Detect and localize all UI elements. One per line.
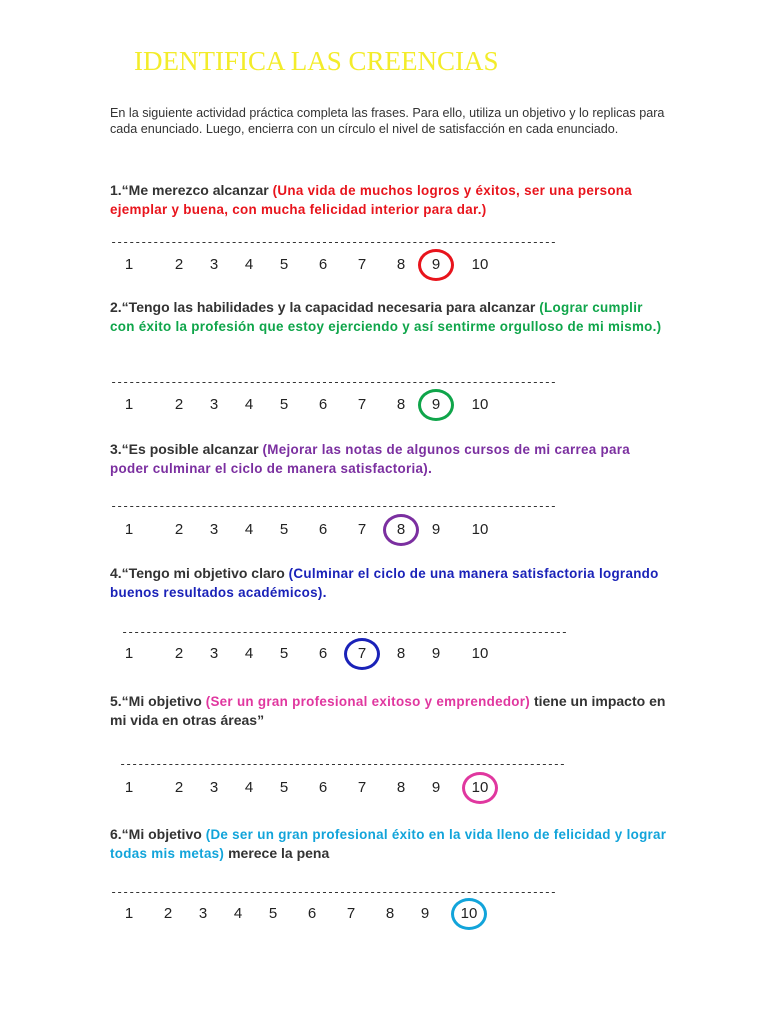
scale-number[interactable]: 2 <box>174 396 184 413</box>
goal-phrase: (Ser un gran profesional exitoso y emprendedor) <box>205 694 531 709</box>
scale-number[interactable]: 6 <box>318 779 328 796</box>
scale-number[interactable]: 4 <box>244 779 254 796</box>
selected-level-circle <box>462 772 498 804</box>
scale-number[interactable]: 9 <box>420 905 430 922</box>
selected-level-circle <box>383 514 419 546</box>
page-title: IDENTIFICA LAS CREENCIAS <box>134 46 499 76</box>
answer-line: -------------------------------------------------------------------------- <box>110 885 556 899</box>
scale-number[interactable]: 6 <box>307 905 317 922</box>
goal-phrase: (Lograr cumplir con éxito la profesión que estoy ejerciendo y así sentirme orgulloso de mi mismo.) <box>110 300 662 334</box>
scale-number[interactable]: 1 <box>124 256 134 273</box>
scale-number[interactable]: 1 <box>124 396 134 413</box>
question-text: 1.“Me merezco alcanzar <box>110 182 273 198</box>
question-1 <box>110 181 670 219</box>
scale-number[interactable]: 7 <box>357 779 367 796</box>
scale-number[interactable]: 3 <box>209 396 219 413</box>
scale-number[interactable]: 3 <box>209 779 219 796</box>
scale-number[interactable]: 7 <box>357 645 367 662</box>
scale-number[interactable]: 8 <box>396 521 406 538</box>
instructions-paragraph: En la siguiente actividad práctica completa las frases. Para ello, utiliza un objetivo y lo replicas para cada enunciado. Luego, encierra con un círculo el nivel de satisfacción en cada enunciado. <box>110 106 665 136</box>
scale-number[interactable]: 4 <box>244 521 254 538</box>
answer-line: -------------------------------------------------------------------------- <box>110 375 556 389</box>
scale-number[interactable]: 5 <box>268 905 278 922</box>
scale-number[interactable]: 2 <box>174 256 184 273</box>
question-suffix: . <box>322 584 327 600</box>
scale-number[interactable]: 7 <box>346 905 356 922</box>
scale-number[interactable]: 1 <box>124 521 134 538</box>
scale-number[interactable]: 10 <box>471 396 489 413</box>
question-5 <box>110 692 670 729</box>
scale-number[interactable]: 1 <box>124 645 134 662</box>
question-4 <box>110 564 670 602</box>
answer-line: -------------------------------------------------------------------------- <box>121 625 567 639</box>
question-text: 2.“Tengo las habilidades y la capacidad necesaria para alcanzar <box>110 299 540 315</box>
scale-number[interactable]: 5 <box>279 396 289 413</box>
scale-number[interactable]: 10 <box>471 521 489 538</box>
question-text: 6.“Mi objetivo <box>110 826 206 842</box>
scale-number[interactable]: 10 <box>471 779 489 796</box>
selected-level-circle <box>418 389 454 421</box>
scale-number[interactable]: 6 <box>318 521 328 538</box>
scale-number[interactable]: 5 <box>279 645 289 662</box>
scale-number[interactable]: 3 <box>209 256 219 273</box>
scale-number[interactable]: 3 <box>198 905 208 922</box>
question-6 <box>110 825 670 863</box>
scale-number[interactable]: 4 <box>233 905 243 922</box>
scale-number[interactable]: 9 <box>431 396 441 413</box>
question-suffix: tiene un impacto en mi vida en otras áreas” <box>110 693 666 728</box>
scale-number[interactable]: 8 <box>385 905 395 922</box>
scale-number[interactable]: 8 <box>396 645 406 662</box>
scale-number[interactable]: 2 <box>174 779 184 796</box>
scale-number[interactable]: 1 <box>124 905 134 922</box>
scale-number[interactable]: 9 <box>431 779 441 796</box>
goal-phrase: (Mejorar las notas de algunos cursos de mi carrea para poder culminar el ciclo de manera satisfactoria) <box>110 442 630 476</box>
scale-number[interactable]: 8 <box>396 396 406 413</box>
scale-number[interactable]: 6 <box>318 256 328 273</box>
scale-number[interactable]: 10 <box>460 905 478 922</box>
question-text: 5.“Mi objetivo <box>110 693 206 709</box>
scale-number[interactable]: 3 <box>209 645 219 662</box>
scale-number[interactable]: 7 <box>357 521 367 538</box>
scale-number[interactable]: 8 <box>396 256 406 273</box>
scale-number[interactable]: 9 <box>431 645 441 662</box>
scale-number[interactable]: 4 <box>244 645 254 662</box>
scale-number[interactable]: 3 <box>209 521 219 538</box>
scale-number[interactable]: 9 <box>431 521 441 538</box>
scale-number[interactable]: 7 <box>357 256 367 273</box>
question-2 <box>110 298 670 336</box>
question-suffix: . <box>428 460 432 476</box>
scale-number[interactable]: 10 <box>471 645 489 662</box>
scale-number[interactable]: 10 <box>471 256 489 273</box>
goal-phrase: (De ser un gran profesional éxito en la vida lleno de felicidad y lograr todas mis metas) <box>110 827 667 861</box>
question-text: 4.“Tengo mi objetivo claro <box>110 565 289 581</box>
answer-line: -------------------------------------------------------------------------- <box>110 235 556 249</box>
goal-phrase: (Culminar el ciclo de una manera satisfactoria logrando buenos resultados académicos) <box>110 566 659 600</box>
selected-level-circle <box>418 249 454 281</box>
scale-number[interactable]: 8 <box>396 779 406 796</box>
answer-line: -------------------------------------------------------------------------- <box>119 757 565 771</box>
scale-number[interactable]: 5 <box>279 256 289 273</box>
scale-number[interactable]: 5 <box>279 521 289 538</box>
scale-number[interactable]: 2 <box>163 905 173 922</box>
selected-level-circle <box>451 898 487 930</box>
scale-number[interactable]: 5 <box>279 779 289 796</box>
scale-number[interactable]: 1 <box>124 779 134 796</box>
answer-line: -------------------------------------------------------------------------- <box>110 499 556 513</box>
scale-number[interactable]: 6 <box>318 396 328 413</box>
scale-number[interactable]: 9 <box>431 256 441 273</box>
scale-number[interactable]: 2 <box>174 645 184 662</box>
selected-level-circle <box>344 638 380 670</box>
goal-phrase: (Una vida de muchos logros y éxitos, ser una persona ejemplar y buena, con mucha felicidad interior para dar.) <box>110 183 633 217</box>
scale-number[interactable]: 4 <box>244 396 254 413</box>
question-text: 3.“Es posible alcanzar <box>110 441 263 457</box>
scale-number[interactable]: 6 <box>318 645 328 662</box>
scale-number[interactable]: 2 <box>174 521 184 538</box>
scale-number[interactable]: 7 <box>357 396 367 413</box>
question-suffix: merece la pena <box>224 845 330 861</box>
scale-number[interactable]: 4 <box>244 256 254 273</box>
question-3 <box>110 440 670 478</box>
